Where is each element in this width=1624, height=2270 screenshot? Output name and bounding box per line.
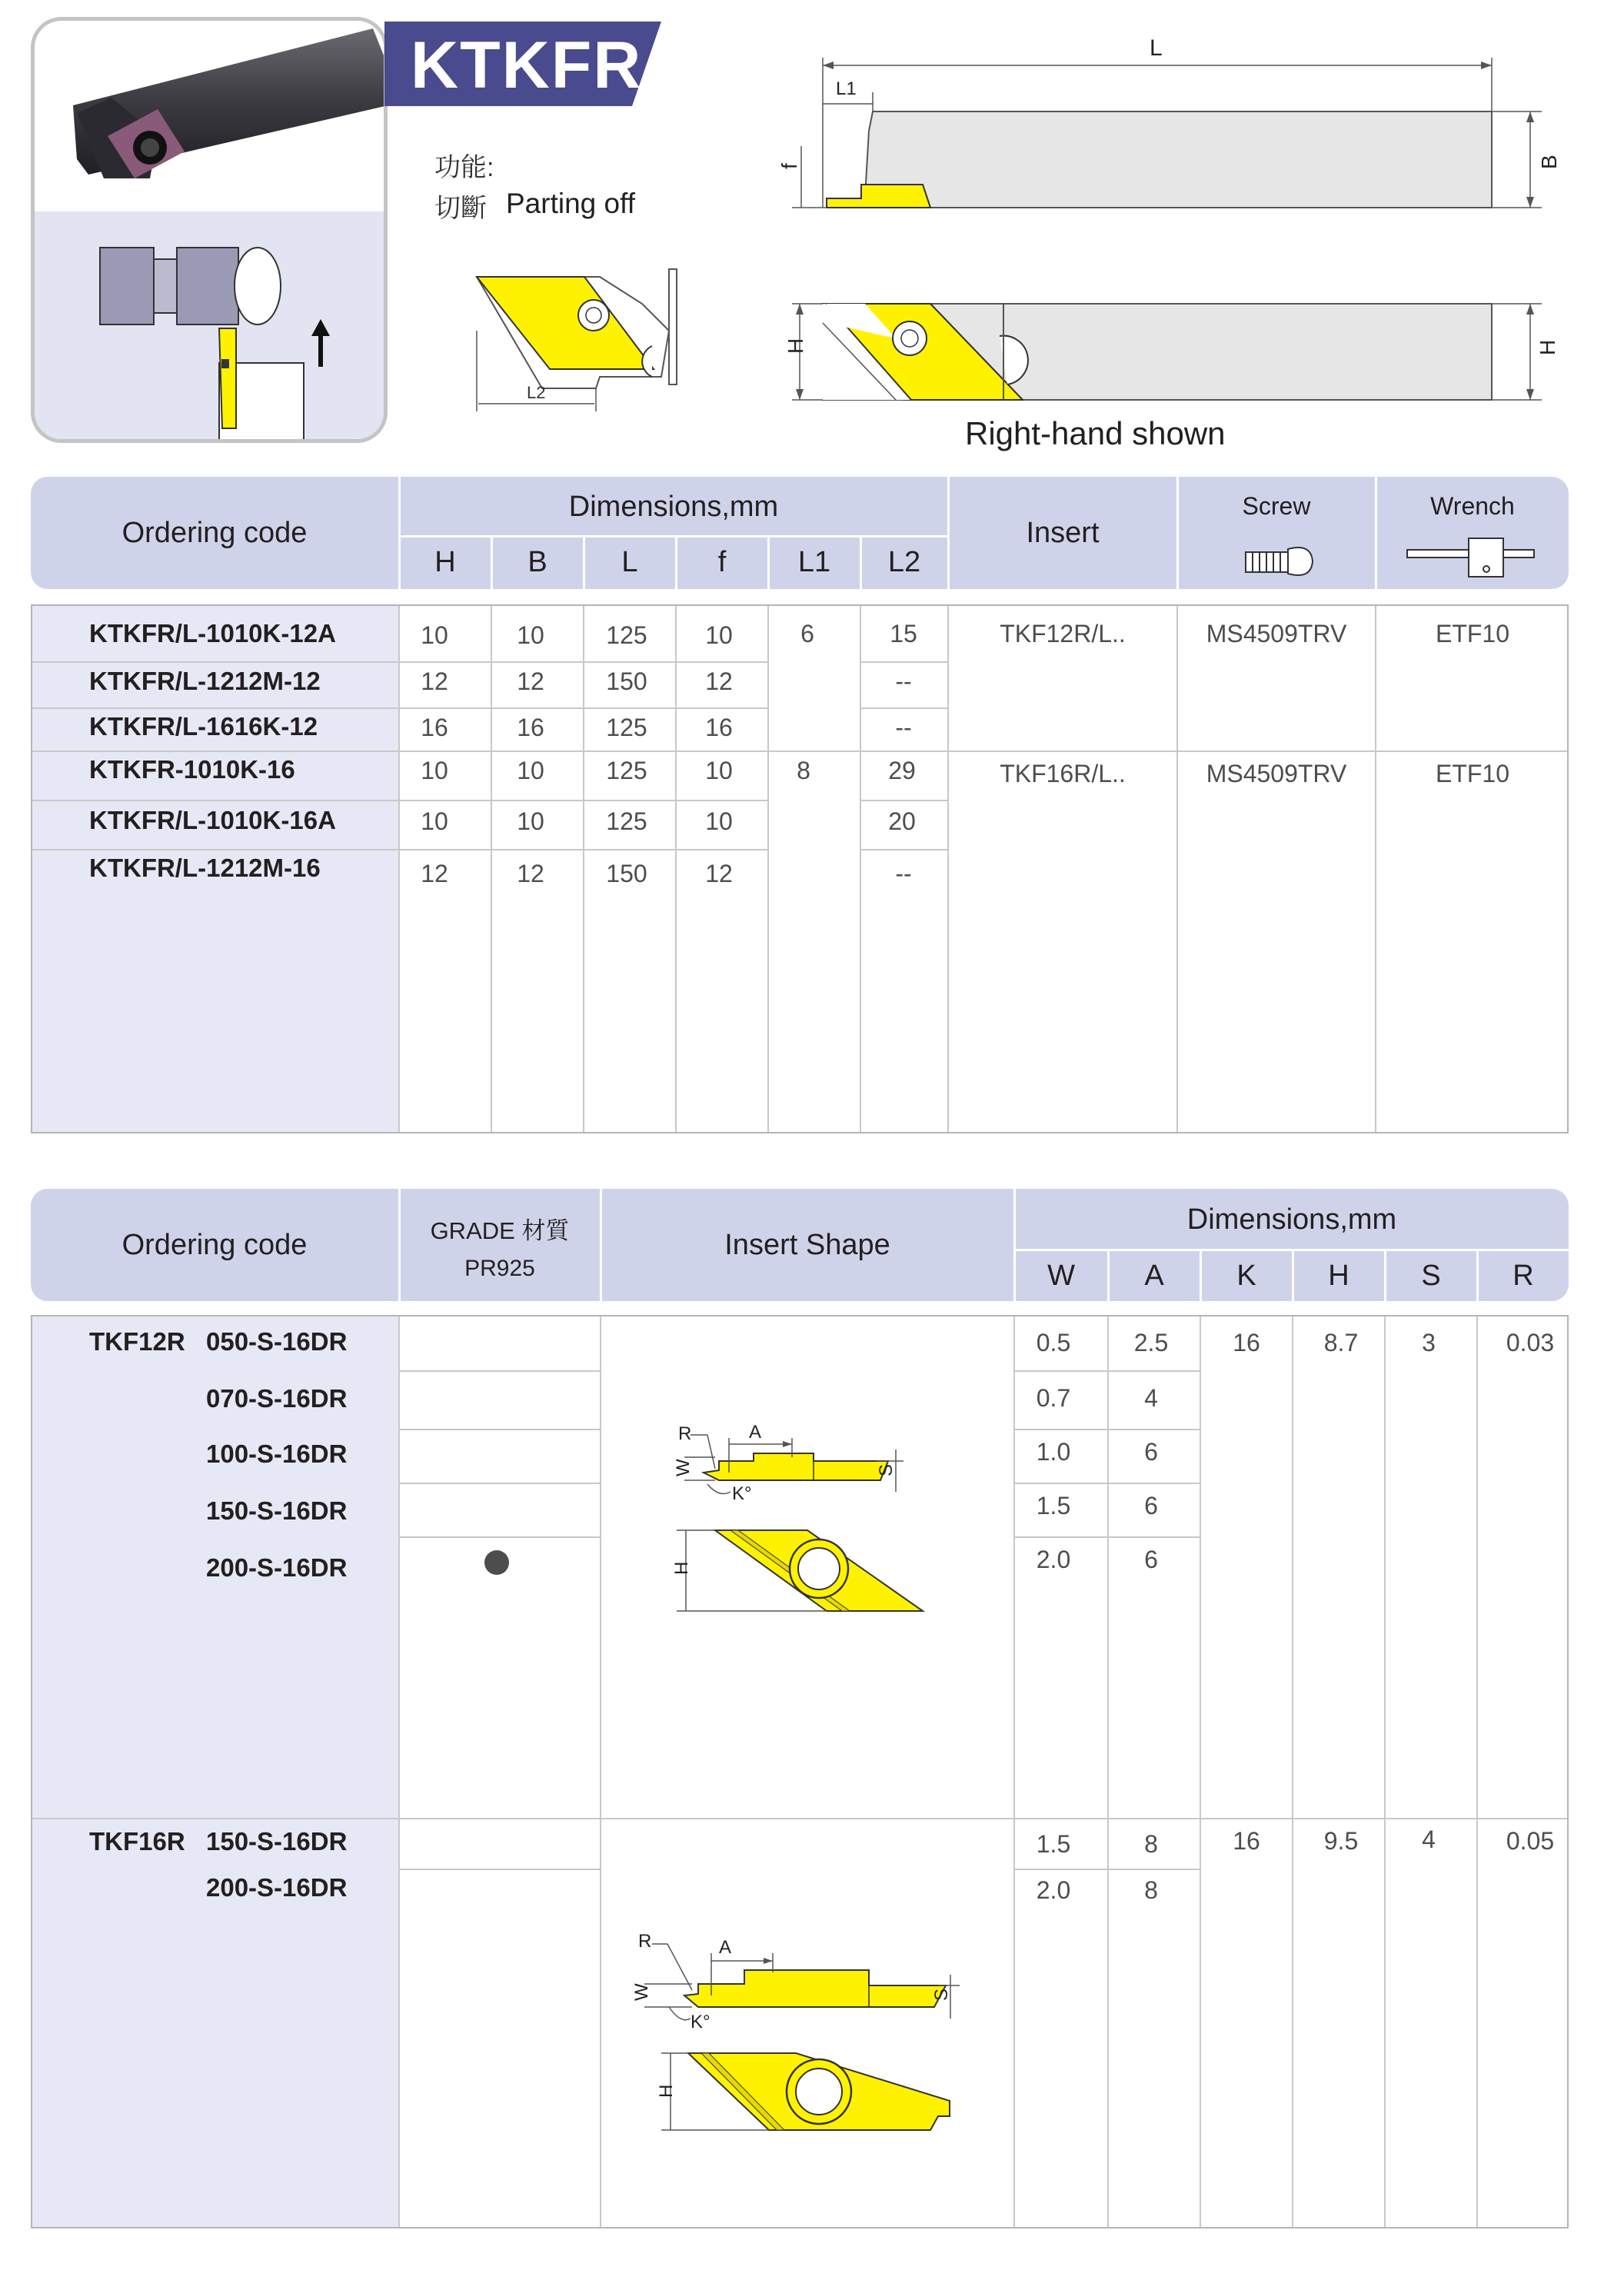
t2-hline [400,1483,600,1484]
insert-shape-tkf16 [615,1899,961,2153]
t1h-sep [398,477,401,589]
t1-row4-code: KTKFR-1010K-16 [89,755,295,784]
t1-row6-H: 12 [421,860,448,887]
t1-vline [1176,606,1178,1132]
table2-h-col-A: A [1144,1259,1164,1292]
t1-row5-code: KTKFR/L-1010K-16A [89,806,336,834]
t2-g1-R: 0.03 [1506,1329,1555,1356]
screw-icon [1242,538,1319,584]
t2-g2-A1: 8 [1144,1830,1158,1858]
right-hand-note: Right-hand shown [965,415,1226,451]
t1h-sep [767,537,770,589]
table1-h-col-H: H [434,545,456,578]
t1-row4-insert: TKF16R/L.. [1000,760,1126,787]
dim-f-label: f [777,163,801,169]
function-cn: 切斷 [434,194,487,223]
wrench-icon [1403,534,1542,581]
t1-row3-code: KTKFR/L-1616K-12 [89,712,318,741]
t1-row4-L: 125 [606,757,647,784]
t2-vline [1200,1316,1201,2227]
t1-row6-L2: -- [895,860,912,887]
table2-h-grade-sub: PR925 [464,1256,535,1281]
table1-h-col-B: B [527,545,547,578]
t1-row5-B: 10 [517,807,544,835]
t1-hline [860,707,947,709]
t2-g1-code2: 070-S-16DR [206,1384,348,1413]
t1-row5-L: 125 [606,807,647,835]
t2-g1-prefix: TKF12R [89,1327,185,1356]
t1-row5-f: 10 [705,807,733,835]
t1-row3-L2: -- [895,714,912,741]
t2h-sep [1384,1250,1386,1301]
t2-g1-A3: 6 [1144,1438,1158,1466]
shape1-label-S: S [876,1463,897,1476]
table2-h-col-H: H [1328,1259,1349,1292]
t2-g1-K: 16 [1233,1329,1260,1356]
t1h-sep [1375,477,1377,589]
t1-row1-f: 10 [705,621,733,649]
function-label: 功能: [434,153,494,182]
t1-hline [32,849,767,850]
product-photo-frame [31,17,388,443]
t2-g2-A2: 8 [1144,1876,1158,1904]
t2-g1-W5: 2.0 [1036,1546,1071,1573]
t2-g1-A1: 2.5 [1133,1329,1169,1356]
t1h-sep [860,537,862,589]
table1-h-wrench: Wrench [1430,491,1515,520]
table2-h-col-K: K [1236,1259,1256,1292]
table2-h-dims: Dimensions,mm [1186,1203,1397,1236]
t1-hline [32,800,767,801]
t1-row1-code: KTKFR/L-1010K-12A [89,619,336,647]
t1-row2-L2: -- [895,667,912,695]
t1-row6-code: KTKFR/L-1212M-16 [89,854,321,882]
series-title: KTKFR [411,28,643,102]
shape2-label-R: R [638,1931,652,1952]
t1-row2-H: 12 [421,667,448,695]
t2-g1-H: 8.7 [1323,1329,1359,1356]
t1-row4-B: 10 [517,757,544,784]
t2-g1-W2: 0.7 [1036,1384,1071,1412]
t1-hline [32,661,767,663]
t2-hline [1015,1869,1200,1870]
table1-h-insert: Insert [1026,516,1100,549]
t1-row5-L2: 20 [888,807,916,835]
dim-L2-label: L2 [527,383,546,402]
shape1-label-H: H [671,1561,692,1575]
table1-h-screw: Screw [1242,491,1311,520]
t2h-sep [1107,1250,1110,1301]
t1-hline [860,661,947,663]
table2-h-col-W: W [1047,1259,1075,1292]
t1-row1-B: 10 [517,621,544,649]
t2-hline [400,1869,600,1870]
shape2-label-W: W [631,1983,652,2001]
t1-hline [860,849,947,850]
t2-g1-W3: 1.0 [1036,1438,1071,1466]
table1-h-col-L1: L1 [797,545,831,578]
shape1-label-R: R [678,1423,692,1444]
t1-row4-L2: 29 [888,757,916,784]
dim-H-left-label: H [784,338,807,354]
table2-h-grade: GRADE 材質 [430,1217,570,1244]
t2-vline [398,1316,400,2227]
t1-row5-H: 10 [421,807,448,835]
t1-hline [32,751,1567,752]
t2-g1-A2: 4 [1144,1384,1158,1412]
t2-hline [1015,1370,1200,1372]
t2-hline [1015,1429,1200,1430]
shape2-label-H: H [656,2084,677,2098]
t1-row1-L2: 15 [890,620,917,647]
t2-vline [1384,1316,1386,2227]
table1-h-col-L: L [621,545,638,578]
t1h-sep [583,537,585,589]
t2-g1-code3: 100-S-16DR [206,1440,348,1468]
t2h-sep [1292,1250,1294,1301]
holder-side-view [769,31,1569,446]
dim-L-label: L [1150,35,1163,61]
t2-hline [400,1429,600,1430]
table1-h-code: Ordering code [121,516,308,549]
holder-photo [35,21,388,213]
t1-vline [767,606,769,1132]
function-en: Parting off [506,188,635,219]
table1-h-col-L2: L2 [887,545,921,578]
t1-row1-screw: MS4509TRV [1206,620,1347,647]
table2-h-col-S: S [1421,1259,1441,1292]
t2-g2-W2: 2.0 [1036,1876,1071,1904]
grade-available-dot [484,1550,509,1575]
t2-g1-code1: 050-S-16DR [206,1327,348,1356]
series-title-band [384,22,661,106]
t2h-sep [600,1189,602,1301]
shape2-label-S: S [931,1988,952,2001]
t1-row2-code: KTKFR/L-1212M-12 [89,667,321,695]
t1-row2-f: 12 [705,667,733,695]
t1-row6-L: 150 [606,860,647,887]
t1-row6-B: 12 [517,860,544,887]
t2h-sep [1013,1189,1016,1301]
t2-hline [400,1536,600,1538]
t1-row2-L: 150 [606,667,647,695]
t1-row6-f: 12 [705,860,733,887]
dim-H-right-label: H [1536,339,1559,355]
t2-vline [600,1316,601,2227]
shape1-label-W: W [673,1459,694,1476]
t2h-sep [398,1189,401,1301]
shape2-label-A: A [719,1937,732,1958]
t2-hline [32,1818,1567,1819]
parting-schematic [35,213,388,443]
t1-hline [32,707,767,709]
t1-row4-H: 10 [421,757,448,784]
t1h-sep [491,537,493,589]
t1-row1-L: 125 [606,621,647,649]
table2-h-col-R: R [1513,1259,1534,1292]
shape1-label-K: K° [732,1483,752,1504]
t2-g2-S: 4 [1422,1826,1436,1853]
t1-row4-f: 10 [705,757,733,784]
t1-row2-B: 12 [517,667,544,695]
t1-row3-B: 16 [517,714,544,741]
t2-g2-code1: 150-S-16DR [206,1827,348,1856]
t2-hline [1015,1536,1200,1538]
t2-g2-prefix: TKF16R [89,1827,185,1856]
t2-g1-A5: 6 [1144,1546,1158,1573]
t1-row4-L1: 8 [797,757,810,784]
t2-vline [1476,1316,1478,2227]
t1-hline [860,800,947,801]
t2-g2-W1: 1.5 [1036,1830,1071,1858]
t1h-sep [675,537,677,589]
t1-vline [1375,606,1376,1132]
t2h-sep [1200,1250,1202,1301]
t2-g1-S: 3 [1422,1329,1436,1356]
table1-h-dims: Dimensions,mm [568,490,779,523]
t1-row1-L1: 6 [800,620,814,647]
t1-row1-H: 10 [421,621,448,649]
t1h-sep [1176,477,1179,589]
table1-h-col-f: f [717,545,727,578]
t1-row4-wrench: ETF10 [1435,760,1510,787]
shape2-label-K: K° [691,2012,710,2032]
t2-g1-W1: 0.5 [1036,1329,1071,1356]
t2-hline [1015,1483,1200,1484]
insert-shape-tkf12 [646,1415,969,1630]
t1-vline [947,606,949,1132]
holder-head-drawing [469,261,700,415]
t2-g1-A4: 6 [1144,1492,1158,1519]
table1-h-dims-underline [400,535,947,538]
t1-row1-wrench: ETF10 [1435,620,1510,647]
t2-vline [1292,1316,1293,2227]
t2h-sep [1476,1250,1479,1301]
t1-row3-L: 125 [606,714,647,741]
shape1-label-A: A [749,1422,762,1443]
table2-h-code: Ordering code [121,1228,308,1261]
t1-row4-screw: MS4509TRV [1206,760,1347,787]
dim-B-label: B [1537,155,1561,169]
t2-g1-W4: 1.5 [1036,1492,1071,1519]
t1-row3-f: 16 [705,714,733,741]
t2-g2-code2: 200-S-16DR [206,1873,348,1902]
t2-g2-K: 16 [1233,1827,1260,1855]
t2-g1-code5: 200-S-16DR [206,1553,348,1582]
t1-row1-insert: TKF12R/L.. [1000,620,1126,647]
table2-h-shape: Insert Shape [724,1228,890,1261]
t2-hline [400,1370,600,1372]
t1h-sep [947,477,950,589]
dim-L1-label: L1 [836,78,857,99]
t1-row3-H: 16 [421,714,448,741]
t2-g2-R: 0.05 [1506,1827,1555,1855]
t2-g2-H: 9.5 [1323,1827,1359,1855]
t2-g1-code4: 150-S-16DR [206,1496,348,1525]
